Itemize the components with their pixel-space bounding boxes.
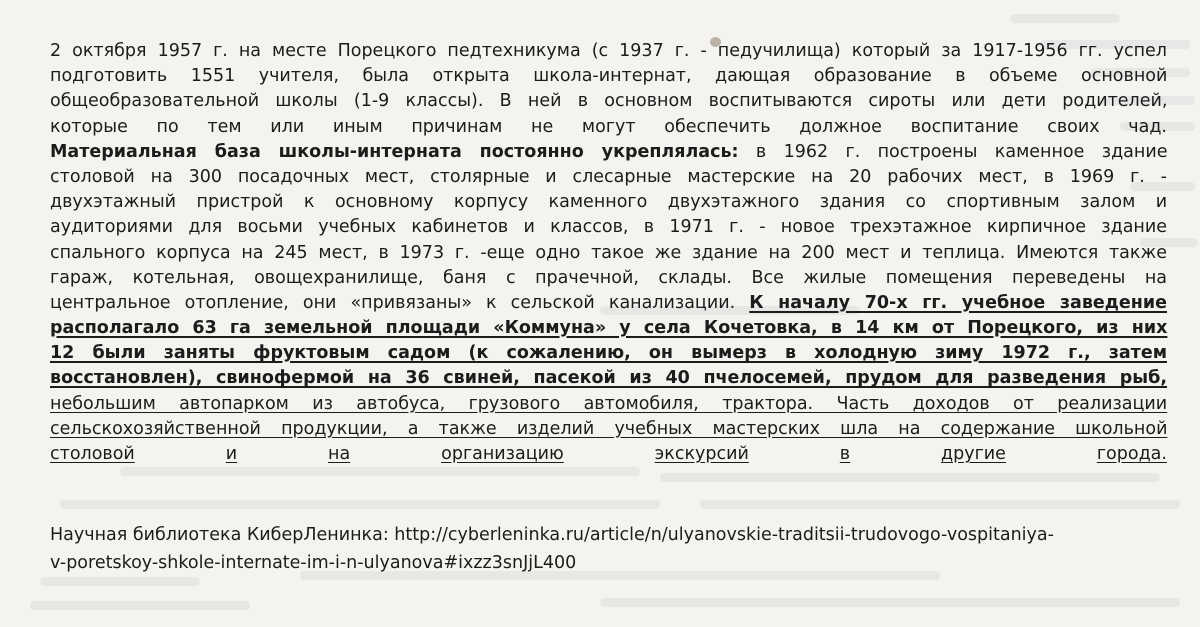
text-line: спального корпуса на 245 мест, в 1973 г. -еще одно такое же здание на 200 мест и теплица. Имеются также bbox=[50, 242, 1167, 263]
text-fragment: в 1962 г. построены каменное здание bbox=[738, 141, 1168, 162]
text-line: общеобразовательной школы (1-9 классы). В ней в основном воспитываются сироты или дети родителей, bbox=[50, 91, 1168, 112]
underlined-line: небольшим автопарком из автобуса, грузового автомобиля, трактора. Часть доходов от реализации bbox=[50, 393, 1168, 414]
text-fragment: центральное отопление, они «привязаны» к сельской канализации. bbox=[50, 292, 750, 313]
underlined-line: сельскохозяйственной продукции, а также изделий учебных мастерских шла на содержание школьной bbox=[50, 418, 1168, 439]
word: и bbox=[225, 444, 238, 464]
word: города. bbox=[1096, 444, 1167, 464]
text-line: гараж, котельная, овощехранилище, баня с прачечной, склады. Все жилые помещения переведены на bbox=[50, 267, 1167, 288]
text-line: которые по тем или иным причинам не могут обеспечить должное воспитание своих чад. bbox=[50, 116, 1167, 137]
text-line bbox=[50, 140, 1167, 165]
highlighted-line: располагало 63 га земельной площади «Коммуна» у села Кочетовка, в 14 км от Порецкого, из них bbox=[50, 318, 1168, 339]
text-line: аудиториями для восьми учебных кабинетов и классов, в 1971 г. - новое трехэтажное кирпичное здание bbox=[50, 217, 1168, 238]
text-line: 2 октября 1957 г. на месте Порецкого педтехникума (с 1937 г. - педучилища) который за 1917-1956 гг. успел bbox=[50, 41, 1167, 61]
text-line: двухэтажный пристрой к основному корпусу каменного двухэтажного здания со спортивным залом и bbox=[50, 192, 1168, 213]
text-line: подготовить 1551 учителя, была открыта школа-интернат, дающая образование в объеме основной bbox=[50, 66, 1168, 87]
word: другие bbox=[941, 444, 1006, 464]
bold-heading: Материальная база школы-интерната постоянно укреплялась: bbox=[50, 141, 739, 162]
underlined-last-line bbox=[50, 442, 1167, 467]
highlighted-text: К началу 70-х гг. учебное заведение bbox=[749, 292, 1167, 313]
word: в bbox=[839, 444, 851, 464]
highlighted-line: восстановлен), свинофермой на 36 свиней, пасекой из 40 пчелосемей, прудом для разведения рыб, bbox=[50, 368, 1167, 389]
word: экскурсий bbox=[654, 444, 749, 464]
source-citation bbox=[50, 521, 1170, 577]
citation-line: Научная библиотека КиберЛенинка: http://cyberleninka.ru/article/n/ulyanovskie-traditsii-trudovogo-vospitaniya- bbox=[50, 525, 1054, 545]
text-line bbox=[50, 291, 1167, 316]
word: организацию bbox=[441, 444, 564, 464]
word: на bbox=[328, 444, 351, 464]
word: столовой bbox=[50, 444, 135, 464]
citation-link[interactable]: v-poretskoy-shkole-internate-im-i-n-ulyanova#ixzz3snJjL400 bbox=[50, 553, 577, 573]
document-paragraph bbox=[50, 39, 1167, 467]
text-line: столовой на 300 посадочных мест, столярные и слесарные мастерские на 20 рабочих мест, в 1969 г. - bbox=[50, 166, 1167, 187]
highlighted-line: 12 были заняты фруктовым садом (к сожалению, он вымерз в холодную зиму 1972 г., затем bbox=[50, 343, 1167, 364]
